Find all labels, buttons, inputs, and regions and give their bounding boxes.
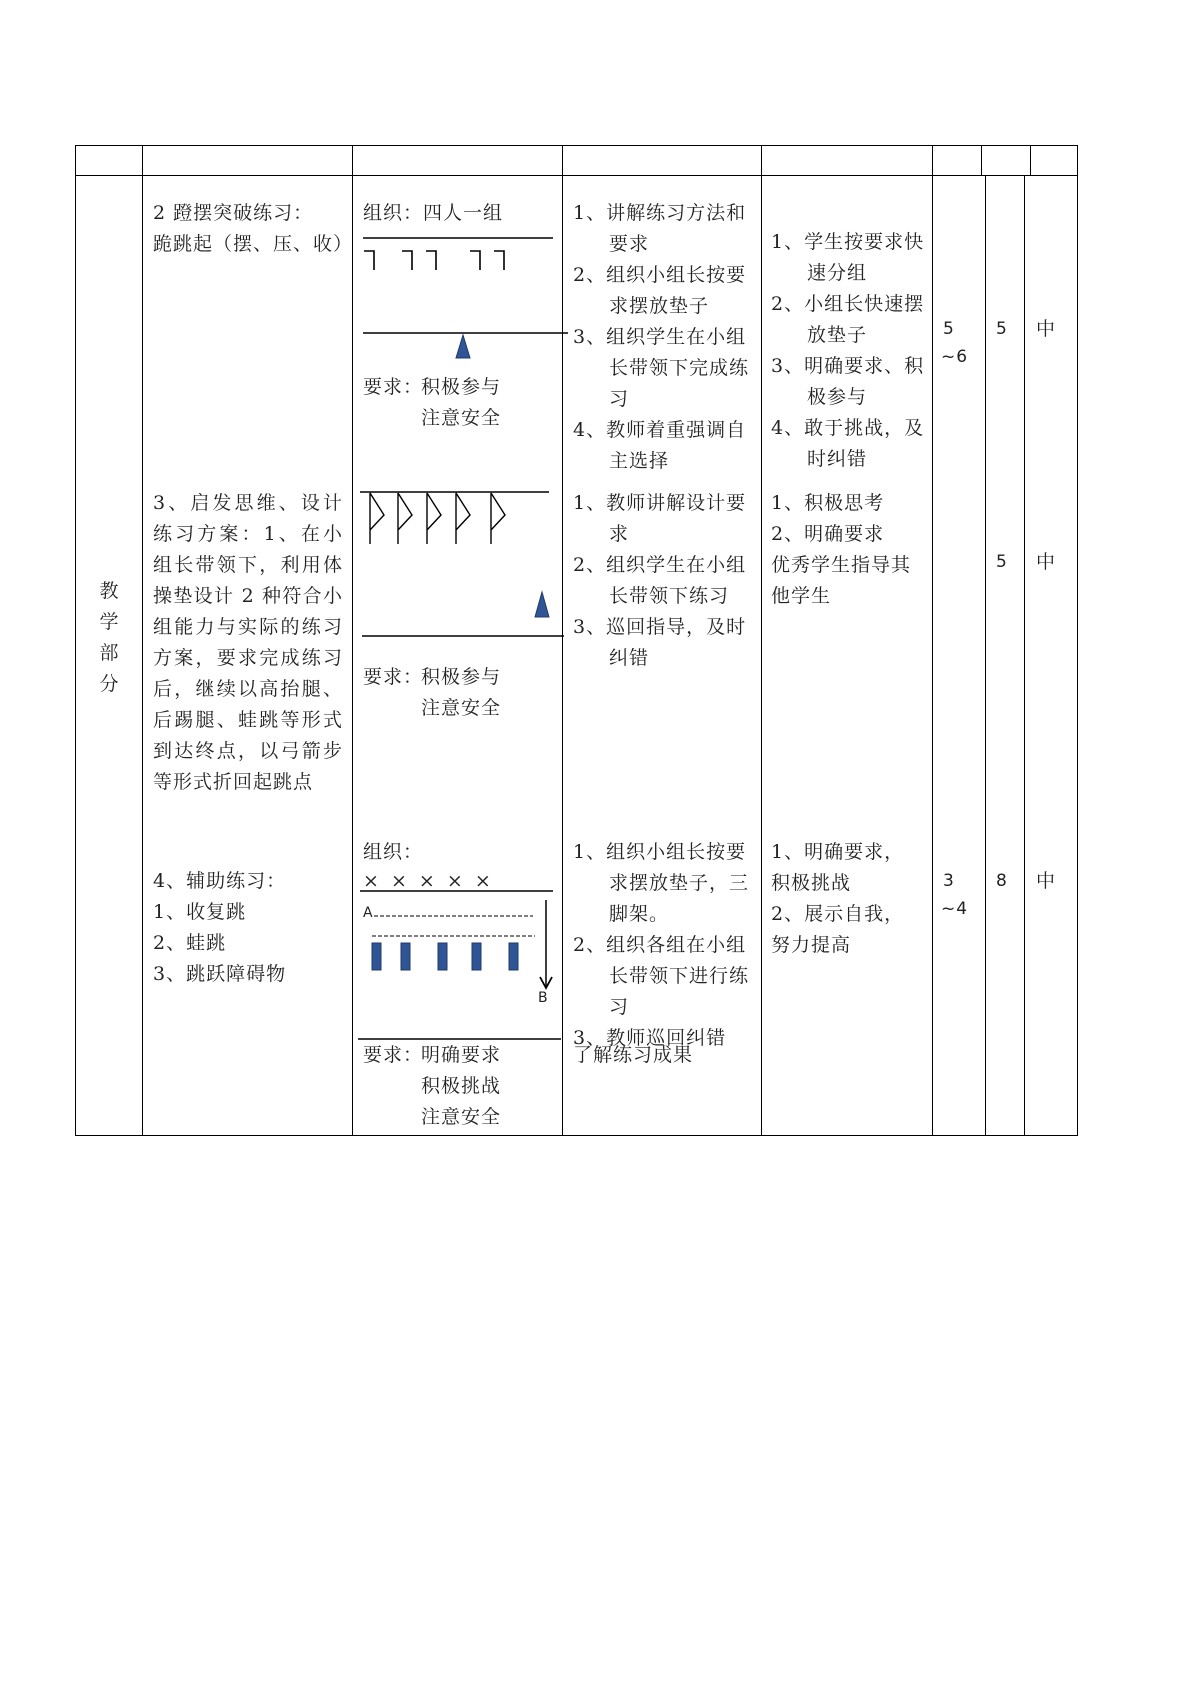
col-divider-4 — [761, 145, 762, 1136]
row1-student-activities: 1、学生按要求快速分组 2、小组长快速摆放垫子 3、明确要求、积极参与 4、敢于挑战，及时纠错 — [771, 231, 925, 470]
table-right-border — [1077, 145, 1078, 1136]
row3-count-range: ~4 — [941, 899, 969, 919]
row3-formation-diagram — [358, 888, 568, 1043]
row2-requirement-label: 要求： — [363, 666, 424, 688]
table-bottom-border — [75, 1135, 1078, 1136]
row2-teacher-activities: 1、教师讲解设计要求 2、组织学生在小组长带领下练习 3、巡回指导，及时纠错 — [573, 492, 747, 669]
row3-teacher-activities: 1、组织小组长按要求摆放垫子，三脚架。 2、组织各组在小组长带领下进行练习 3、教师巡回纠错 — [573, 841, 750, 1049]
table-top-border — [75, 145, 1078, 146]
body-divider-7 — [1024, 176, 1025, 1136]
row3-org-title: 组织： — [363, 841, 424, 863]
point-b-label: B — [538, 990, 548, 1006]
row2-requirements: 积极参与 注意安全 — [421, 666, 502, 719]
row1-formation-diagram — [360, 234, 570, 364]
header-bottom-border — [75, 175, 1078, 176]
row3-count: 3 — [943, 871, 955, 891]
row1-requirement-label: 要求： — [363, 376, 424, 398]
row1-count: 5 — [943, 319, 955, 339]
col-divider-1 — [142, 145, 143, 1136]
row1-count-range: ~6 — [941, 347, 969, 367]
row2-time: 5 — [996, 552, 1008, 572]
row3-teacher-tail: 了解练习成果 — [573, 1044, 694, 1066]
row3-marks: × × × × × — [363, 870, 492, 892]
body-divider-6 — [985, 176, 986, 1136]
row1-content: 2 蹬摆突破练习： 跪跳起（摆、压、收） — [153, 202, 354, 255]
row3-content: 4、辅助练习： 1、收复跳 2、蛙跳 3、跳跃障碍物 — [153, 870, 287, 985]
row1-teacher-activities: 1、讲解练习方法和要求 2、组织小组长按要求摆放垫子 3、组织学生在小组长带领下完成练习 4、教师着重强调自主选择 — [573, 202, 750, 472]
section-label: 教学部分 — [99, 580, 119, 695]
row1-org-title: 组织：四人一组 — [363, 202, 504, 224]
row3-time: 8 — [996, 871, 1008, 891]
row3-student-activities: 1、明确要求， 积极挑战 2、展示自我， 努力提高 — [771, 841, 905, 956]
row2-intensity: 中 — [1036, 551, 1057, 573]
col-divider-2 — [352, 145, 353, 1136]
col-divider-5 — [932, 145, 933, 1136]
row2-content: 3、启发思维、设计练习方案：1、在小组长带领下，利用体操垫设计 2 种符合小组能力与实际的练习方案，要求完成练习后，继续以高抬腿、后踢腿、蛙跳等形式到达终点，以弓箭步等形式折回起跳点 — [153, 492, 343, 793]
table-left-border — [75, 145, 76, 1136]
row1-time: 5 — [996, 319, 1008, 339]
row2-student-activities: 1、积极思考 2、明确要求 优秀学生指导其他学生 — [771, 492, 912, 607]
header-divider-7 — [1030, 145, 1031, 176]
header-divider-6 — [981, 145, 982, 176]
row1-requirements: 积极参与 注意安全 — [421, 376, 502, 429]
row3-intensity: 中 — [1036, 870, 1057, 892]
row2-formation-diagram — [358, 488, 568, 640]
row3-requirement-label: 要求： — [363, 1044, 424, 1066]
point-a-label: A — [363, 905, 373, 921]
row3-requirements: 明确要求 积极挑战 注意安全 — [421, 1044, 502, 1128]
row1-intensity: 中 — [1036, 318, 1057, 340]
